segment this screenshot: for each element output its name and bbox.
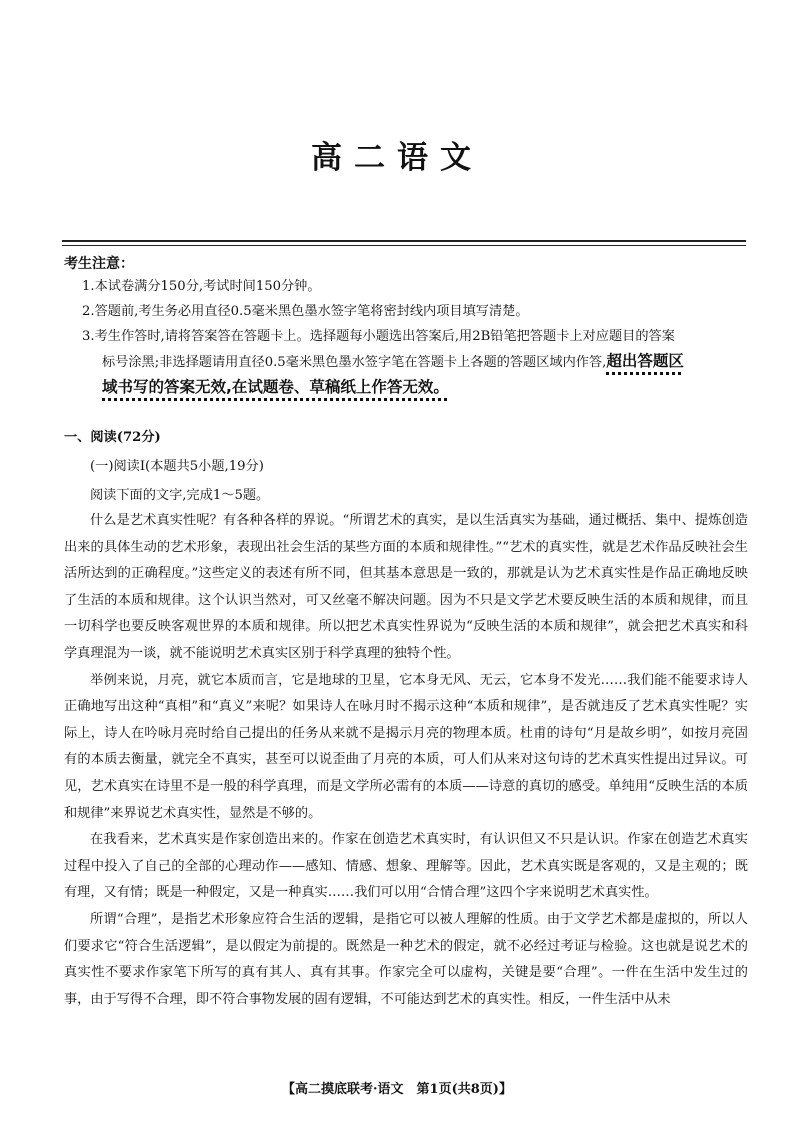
header-rule-thick [62,240,746,242]
notice-list [82,274,752,401]
notice-emphasis-2: 域书写的答案无效,在试题卷、草稿纸上作答无效。 [102,378,449,396]
notice-item-3-cont [82,349,752,375]
section-heading: 一、阅读(72分) [64,430,161,445]
notice-item-3: 3.考生作答时,请将答案答在答题卡上。选择题每小题选出答案后,用2B铅笔把答题卡上对应题目的答案 [82,329,675,344]
page-title: 高二语文 [311,140,483,176]
notice-item-1: 1.本试卷满分150分,考试时间150分钟。 [82,279,321,294]
instruction: 阅读下面的文字,完成1～5题。 [90,488,270,503]
notice-item-3-cont2 [82,375,752,401]
notice-item-3-text: 标号涂黑;非选择题请用直径0.5毫米黑色墨水签字笔在答题卡上各题的答题区域内作答, [102,355,607,370]
paragraph: 举例来说，月亮，就它本质而言，它是地球的卫星，它本身无风、无云，它本身不发光……我们能不能要求诗人正确地写出这种“真相”和“真义”来呢？如果诗人在咏月时不揭示这种“本质和规律”，是否就违反了艺术真实性呢？实际上，诗人在吟咏月亮时给自己提出的任务从来就不是揭示月亮的物理本质。杜甫的诗句“月是故乡明”，如按月亮固有的本质去衡量，就完全不真实，甚至可以说歪曲了月亮的本质，可人们从来对这句诗的艺术真实性提出过异议。可见，艺术真实在诗里不是一般的科学真理，而是文学所必需有的本质——诗意的真切的感受。单纯用“反映生活的本质和规律”来界说艺术真实性，显然是不够的。 [64,672,748,821]
page-footer: 【高二摸底联考·语文 第1页(共8页)】 [282,1082,512,1097]
paragraph: 在我看来，艺术真实是作家创造出来的。作家在创造艺术真实时，有认识但又不只是认识。作家在创造艺术真实过程中投入了自己的全部的心理动作——感知、情感、想象、理解等。因此，艺术真实既是客观的，又是主观的；既有理，又有情；既是一种假定，又是一种真实……我们可以用“合情合理”这四个字来说明艺术真实性。 [64,832,748,901]
notice-emphasis-1: 超出答题区 [606,352,684,370]
paragraph: 所谓“合理”，是指艺术形象应符合生活的逻辑，是指它可以被人理解的性质。由于文学艺术都是虚拟的，所以人们要求它“符合生活逻辑”，是以假定为前提的。既然是一种艺术的假定，就不必经过考证与检验。这也就是说艺术的真实性不要求作家笔下所写的真有其人、真有其事。作家完全可以虚构，关键是要“合理”。一件在生活中发生过的事，由于写得不合理，即不符合事物发展的固有逻辑，不可能达到艺术的真实性。相反，一件生活中从未 [64,911,748,1007]
notice-item-2: 2.答题前,考生务必用直径0.5毫米黑色墨水签字笔将密封线内项目填写清楚。 [82,304,529,319]
passage [64,508,748,1013]
paragraph: 什么是艺术真实性呢？有各种各样的界说。“所谓艺术的真实，是以生活真实为基础，通过概括、集中、提炼创造出来的具体生动的艺术形象，表现出社会生活的某些方面的本质和规律性。”“艺术的真实性，就是艺术作品反映社会生活所达到的正确程度。”这些定义的表述有所不同，但其基本意思是一致的，那就是认为艺术真实性是作品正确地反映了生活的本质和规律。这个认识当然对，可又丝毫不解决问题。因为不只是文学艺术要反映生活的本质和规律，而且一切科学也要反映客观世界的本质和规律。所以把艺术真实性界说为“反映生活的本质和规律”，就会把艺术真实和科学真理混为一谈，就不能说明艺术真实区别于科学真理的独特个性。 [64,513,748,661]
header-rule-thin [62,245,746,246]
notice-heading: 考生注意： [64,256,134,272]
subsection-heading: (一)阅读Ⅰ(本题共5小题,19分) [90,459,264,474]
